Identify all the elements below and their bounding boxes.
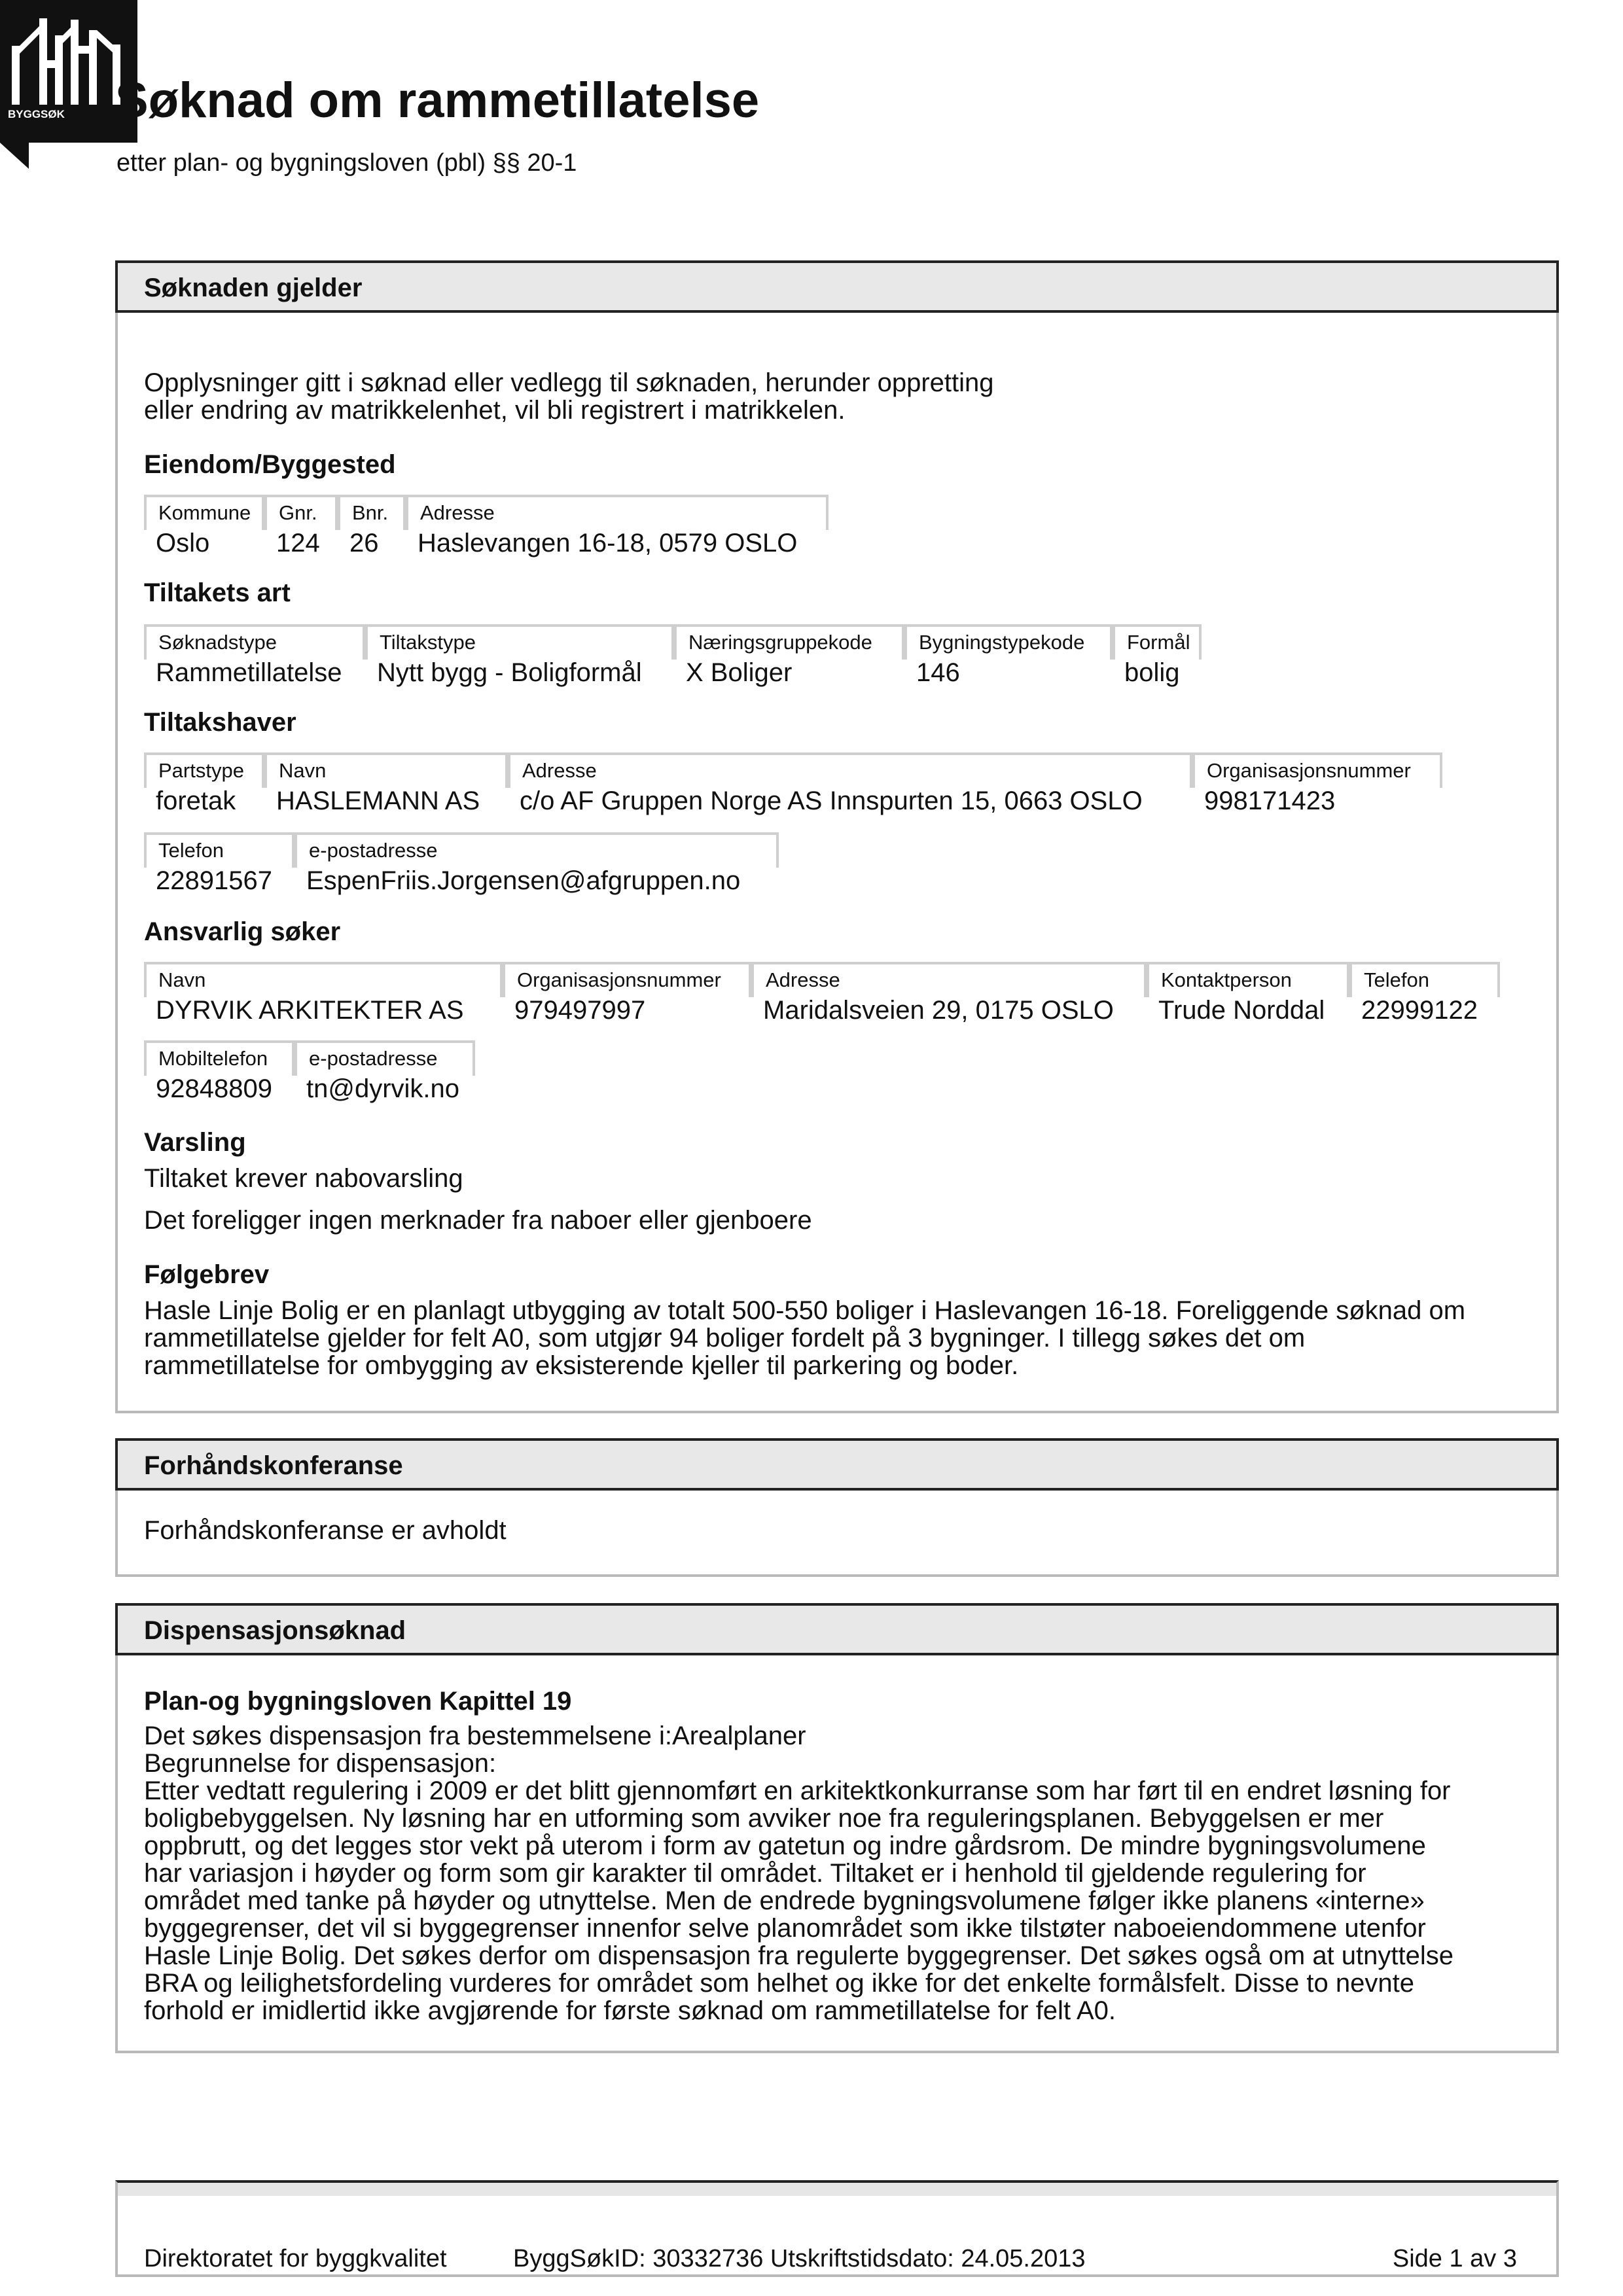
- field-label: Bygningstypekode: [904, 624, 1113, 660]
- footer-byggsok-id: ByggSøkID: 30332736 Utskriftstidsdato: 24.05.2013: [513, 2245, 1086, 2272]
- intro-text: Opplysninger gitt i søknad eller vedlegg til søknaden, herunder oppretting eller endring av matrikkelenhet, vil bli registrert i matrikkelen.: [144, 368, 994, 425]
- field-naeringsgruppekode: [674, 624, 904, 696]
- field-epostadresse: [294, 1040, 475, 1112]
- section-title: Forhåndskonferanse: [144, 1451, 403, 1480]
- field-telefon: [1349, 962, 1500, 1034]
- field-kontaktperson: [1147, 962, 1349, 1034]
- field-label: e-postadresse: [294, 1040, 475, 1076]
- field-value: Haslevangen 16-18, 0579 OSLO: [418, 529, 798, 557]
- field-epostadresse: [294, 832, 779, 904]
- section-soknaden-gjelder: [115, 260, 1559, 1413]
- field-value: foretak: [156, 786, 236, 815]
- field-kommune: [144, 495, 264, 567]
- field-label: Navn: [264, 752, 508, 788]
- field-value: 22891567: [156, 866, 272, 895]
- field-bnr: [338, 495, 406, 567]
- section-header: [115, 260, 1559, 313]
- field-value: 92848809: [156, 1074, 272, 1103]
- field-value: Nytt bygg - Boligformål: [377, 658, 642, 687]
- field-formal: [1113, 624, 1202, 696]
- field-label: Organisasjonsnummer: [503, 962, 751, 997]
- field-label: Mobiltelefon: [144, 1040, 294, 1076]
- field-adresse: [508, 752, 1192, 824]
- footer-organisation: Direktoratet for byggkvalitet: [144, 2245, 447, 2272]
- field-label: Partstype: [144, 752, 264, 788]
- field-label: Adresse: [751, 962, 1147, 997]
- field-value: DYRVIK ARKITEKTER AS: [156, 996, 464, 1025]
- field-value: Oslo: [156, 529, 210, 557]
- field-bygningstypekode: [904, 624, 1113, 696]
- field-value: 124: [276, 529, 320, 557]
- field-label: Navn: [144, 962, 503, 997]
- field-value: bolig: [1124, 658, 1180, 687]
- field-value: X Boliger: [686, 658, 793, 687]
- field-value: EspenFriis.Jorgensen@afgruppen.no: [306, 866, 741, 895]
- document-title: Søknad om rammetillatelse: [115, 73, 760, 128]
- field-value: Maridalsveien 29, 0175 OSLO: [763, 996, 1114, 1025]
- heading-varsling: Varsling: [144, 1128, 246, 1157]
- field-label: Søknadstype: [144, 624, 365, 660]
- field-label: Organisasjonsnummer: [1192, 752, 1442, 788]
- field-label: Næringsgruppekode: [674, 624, 904, 660]
- heading-tiltakshaver: Tiltakshaver: [144, 708, 296, 737]
- field-label: Kommune: [144, 495, 264, 530]
- field-label: Telefon: [1349, 962, 1500, 997]
- field-value: c/o AF Gruppen Norge AS Innspurten 15, 0663 OSLO: [520, 786, 1143, 815]
- field-value: Trude Norddal: [1158, 996, 1325, 1025]
- section-header: [115, 1438, 1559, 1491]
- footer-page-number: Side 1 av 3: [1392, 2245, 1517, 2272]
- field-value: 998171423: [1204, 786, 1336, 815]
- heading-eiendom: Eiendom/Byggested: [144, 450, 396, 479]
- forhandskonferanse-text: Forhåndskonferanse er avholdt: [144, 1516, 507, 1545]
- field-value: HASLEMANN AS: [276, 786, 480, 815]
- field-value: 22999122: [1361, 996, 1478, 1025]
- dispensasjon-text: Det søkes dispensasjon fra bestemmelsene i:Arealplaner Begrunnelse for dispensasjon: Etter vedtatt regulering i 2009 er det blitt gjennomført en arkitektkonkurranse som har ført til en endret løsning for boligbebyggelsen. Ny løsning har en utforming som avviker noe fra reguleringsplanen. Bebyggelsen er mer oppbrutt, og det legges stor vekt på uterom i form av gatetun og indre gårdsrom. De mindre bygningsvolumene har variasjon i høyder og form som gir karakter til området. Tiltaket er i henhold til gjeldende regulering for området med tanke på høyder og utnyttelse. Men de endrede bygningsvolumene følger ikke planens «interne» byggegrenser, det vil si byggegrenser innenfor selve planområdet som ikke tilstøter naboeiendommene utenfor Hasle Linje Bolig. Det søkes derfor om dispensasjon fra regulerte byggegrenser. Det søkes også om at utnyttelse BRA og leilighetsfordeling vurderes for området som helhet og ikke for det enkelte formålsfelt. Disse to nevnte forhold er imidlertid ikke avgjørende for første søknad om rammetillatelse for felt A0.: [144, 1722, 1454, 2025]
- section-dispensasjon: [115, 1603, 1559, 2053]
- field-organisasjonsnummer: [1192, 752, 1442, 824]
- field-tiltakstype: [365, 624, 674, 696]
- field-label: Adresse: [406, 495, 829, 530]
- field-value: 26: [349, 529, 379, 557]
- folgebrev-text: Hasle Linje Bolig er en planlagt utbygging av totalt 500-550 boliger i Haslevangen 16-18. Foreliggende søknad om rammetillatelse gjelder for felt A0, som utgjør 94 boliger fordelt på 3 bygninger. I tillegg søkes det om rammetillatelse for ombygging av eksisterende kjeller til parkering og boder.: [144, 1296, 1466, 1380]
- field-label: Adresse: [508, 752, 1192, 788]
- field-label: Telefon: [144, 832, 294, 868]
- field-adresse: [406, 495, 829, 567]
- field-value: 979497997: [514, 996, 646, 1025]
- varsling-line-1: Tiltaket krever nabovarsling: [144, 1164, 463, 1193]
- logo-text: BYGGSØK: [8, 108, 65, 120]
- field-label: e-postadresse: [294, 832, 779, 868]
- heading-plan-og-bygningsloven: Plan-og bygningsloven Kapittel 19: [144, 1687, 572, 1716]
- document-subtitle: etter plan- og bygningsloven (pbl) §§ 20-1: [116, 149, 577, 177]
- field-telefon: [144, 832, 294, 904]
- field-value: 146: [916, 658, 960, 687]
- field-label: Formål: [1113, 624, 1202, 660]
- section-title: Søknaden gjelder: [144, 274, 363, 302]
- field-value: tn@dyrvik.no: [306, 1074, 460, 1103]
- field-label: Bnr.: [338, 495, 406, 530]
- field-navn: [144, 962, 503, 1034]
- section-title: Dispensasjonsøknad: [144, 1616, 406, 1645]
- section-header: [115, 1603, 1559, 1655]
- field-label: Gnr.: [264, 495, 338, 530]
- heading-ansvarlig-soker: Ansvarlig søker: [144, 917, 341, 946]
- field-organisasjonsnummer: [503, 962, 751, 1034]
- page-footer: [115, 2180, 1559, 2277]
- field-adresse: [751, 962, 1147, 1034]
- field-partstype: [144, 752, 264, 824]
- field-mobiltelefon: [144, 1040, 294, 1112]
- heading-folgebrev: Følgebrev: [144, 1260, 270, 1289]
- heading-tiltakets-art: Tiltakets art: [144, 578, 291, 607]
- field-soknadstype: [144, 624, 365, 696]
- field-label: Tiltakstype: [365, 624, 674, 660]
- field-label: Kontaktperson: [1147, 962, 1349, 997]
- section-forhandskonferanse: [115, 1438, 1559, 1577]
- varsling-line-2: Det foreligger ingen merknader fra naboer eller gjenboere: [144, 1206, 812, 1235]
- field-gnr: [264, 495, 338, 567]
- field-value: Rammetillatelse: [156, 658, 342, 687]
- field-navn: [264, 752, 508, 824]
